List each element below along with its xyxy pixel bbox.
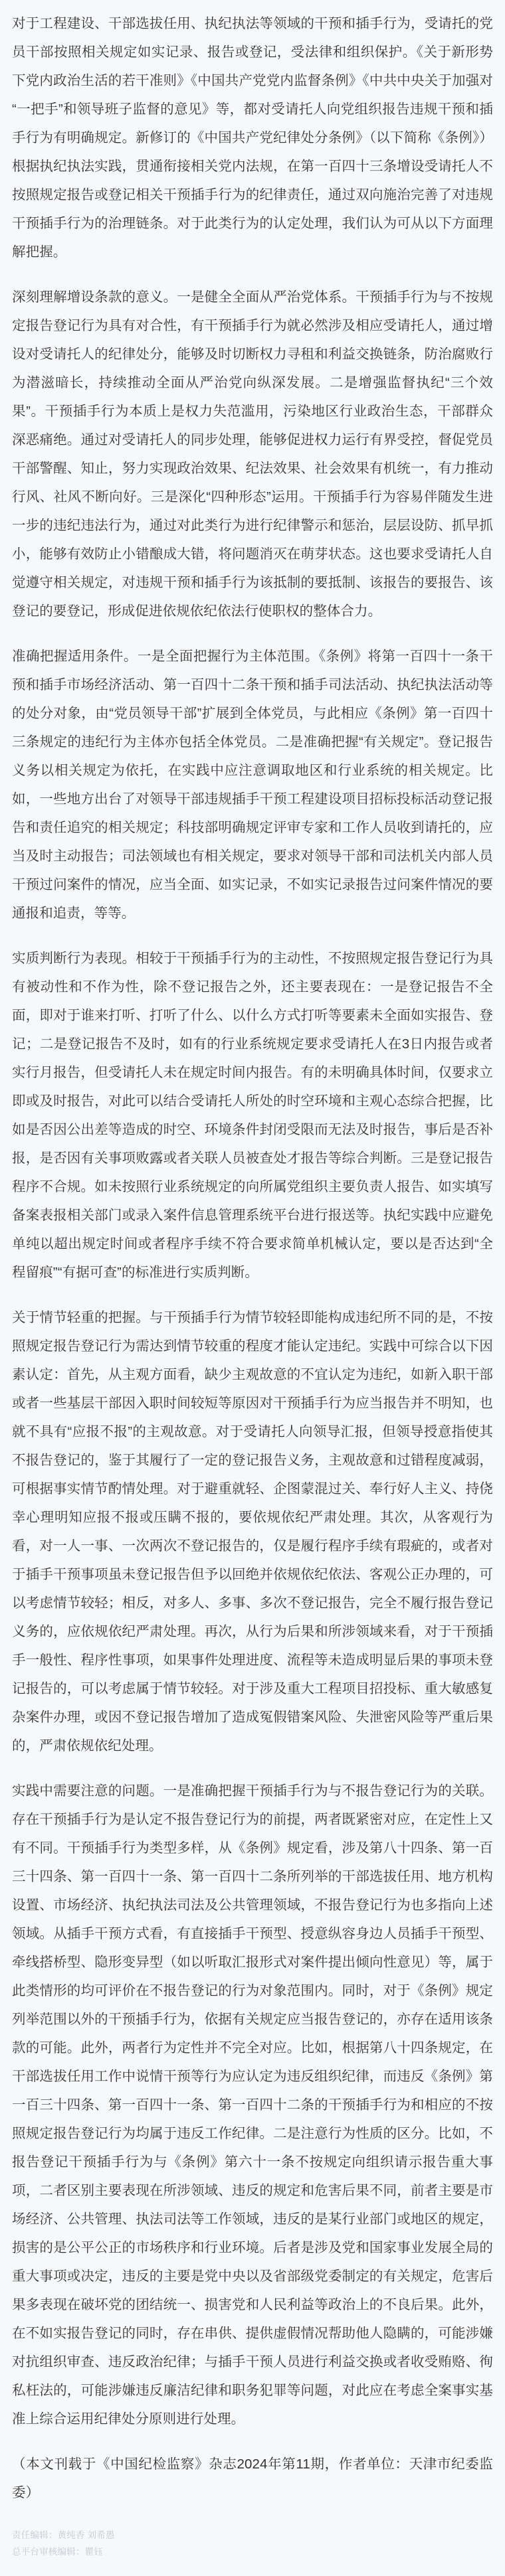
article-body [12,9,493,2576]
article-paragraph: 实质判断行为表现。相较于干预插手行为的主动性，不按照规定报告登记行为具有被动性和不作为性，除不登记报告之外，还主要表现在：一是登记报告不全面，即对于谁来打听、打听了什么、以什么方式打听等要素未全面如实报告、登记；二是登记报告不及时，如有的行业系统规定要求受请托人在3日内报告或者实行月报告，但受请托人未在规定时间内报告。有的未明确具体时间，仅要求立即或及时报告，对此可以结合受请托人所处的时空环境和主观心态综合把握，比如是否因公出差等造成的时空、环境条件封闭受限而无法及时报告，事后是否补报，是否因有关事项败露或者关联人员被查处才报告等综合判断。三是登记报告程序不合规。如未按照行业系统规定的向所属党组织主要负责人报告、如实填写备案表报相关部门或录入案件信息管理系统平台进行报送等。执纪实践中应避免单纯以超出规定时间或者程序手续不符合要求简单机械认定，要以是否达到“全程留痕”“有据可查”的标准进行实质判断。 [12,951,493,1280]
article-paragraph: 准确把握适用条件。一是全面把握行为主体范围。《条例》将第一百四十一条干预和插手市场经济活动、第一百四十二条干预和插手司法活动、执纪执法活动等的处分对象，由“党员领导干部”扩展到全体党员，与此相应《条例》第一百四十三条规定的违纪行为主体亦包括全体党员。二是准确把握“有关规定”。登记报告义务以相关规定为依托，在实践中应注意调取地区和行业系统的相关规定。比如，一些地方出台了对领导干部违规插手干预工程建设项目招标投标活动登记报告和责任追究的相关规定；科技部明确规定评审专家和工作人员收到请托的，应当及时主动报告；司法领域也有相关规定，要求对领导干部和司法机关内部人员干预过问案件的情况，应当全面、如实记录，不如实记录报告过问案件情况的要通报和追责，等等。 [12,649,493,921]
article-paragraph: 关于情节轻重的把握。与干预插手行为情节较轻即能构成违纪所不同的是，不按照规定报告登记行为需达到情节较重的程度才能认定违纪。实践中可综合以下因素认定：首先，从主观方面看，缺少主观故意的不宜认定为违纪，如新入职干部或者一些基层干部因入职时间较短等原因对干预插手行为应当报告并不明知，也就不具有“应报不报”的主观故意。对于受请托人向领导汇报，但领导授意指使其不报告登记的，鉴于其履行了一定的登记报告义务，主观故意和过错程度减弱，可根据事实情节酌情处理。对于避重就轻、企图蒙混过关、奉行好人主义、持侥幸心理明知应报不报或压瞒不报的，要依规依纪严肃处理。其次，从客观行为看，对一人一事、一次两次不登记报告的，仅是履行程序手续有瑕疵的，或者对于插手干预事项虽未登记报告但予以回绝并依规依纪依法、客观公正办理的，可以考虑情节较轻；相反，对多人、多事、多次不登记报告，完全不履行报告登记义务的，应依规依纪严肃处理。再次，从行为后果和所涉领域来看，对于干预插手一般性、程序性事项，如果事件处理进度、流程等未造成明显后果的事项未登记报告的，可以考虑属于情节较轻。对于涉及重大工程项目招投标、重大敏感复杂案件办理，或因不登记报告增加了造成冤假错案风险、失泄密风险等严重后果的，严肃依规依纪处理。 [12,1310,493,1753]
article-paragraph: 实践中需要注意的问题。一是准确把握干预插手行为与不报告登记行为的关联。存在干预插手行为是认定不报告登记行为的前提，两者既紧密对应，在定性上又有不同。干预插手行为类型多样，从《条例》规定看，涉及第八十四条、第一百三十四条、第一百四十一条、第一百四十二条所列举的干部选拔任用、地方机构设置、市场经济、执纪执法司法及公共管理领域，不报告登记行为也多指向上述领域。从插手干预方式看，有直接插手干预型、授意纵容身边人员插手干预型、牵线搭桥型、隐形变异型（如以听取汇报形式对案件提出倾向性意见）等，属于此类情形的均可评价在不报告登记的行为对象范围内。同时，对于《条例》规定列举范围以外的干预插手行为，依据有关规定应当报告登记的，亦存在适用该条款的可能。此外，两者行为定性并不完全对应。比如，根据第八十四条规定，在干部选拔任用工作中说情干预等行为应认定为违反组织纪律，而违反《条例》第一百三十四条、第一百四十一条、第一百四十二条的干预插手行为和相应的不按照规定报告登记行为均属于违反工作纪律。二是注意行为性质的区分。比如，不报告登记干预插手行为与《条例》第六十一条不按规定向组织请示报告重大事项，二者区别主要表现在所涉领域、违反的规定和危害后果不同，前者主要是市场经济、公共管理、执法司法等工作领域，违反的是某行业部门或地区的规定，损害的是公平公正的市场秩序和行业环境。后者是涉及党和国家事业发展全局的重大事项或决定，违反的主要是党中央以及省部级党委制定的有关规定，危害后果多表现在破坏党的团结统一、损害党和人民利益等政治上的不良后果。此外，在不如实报告登记的同时，存在串供、提供虚假情况帮助他人隐瞒的，可能涉嫌对抗组织审查、违反政治纪律；与插手干预人员进行利益交换或者收受贿赂、徇私枉法的，可能涉嫌违反廉洁纪律和职务犯罪等问题，对此应在考虑全案事实基准上综合运用纪律处分原则进行处理。 [12,1783,493,2427]
article-credits [12,2527,493,2576]
platform-review-editor-line: 总平台审核编辑：瞿钰 [12,2547,103,2557]
responsible-editor-line: 责任编辑：黄纯香 刘希愚 [12,2530,115,2540]
article-paragraph: 对于工程建设、干部选拔任用、执纪执法等领域的干预和插手行为，受请托的党员干部按照相关规定如实记录、报告或登记，受法律和组织保护。《关于新形势下党内政治生活的若干准则》《中国共产党党内监督条例》《中共中央关于加强对“一把手”和领导班子监督的意见》等，都对受请托人向党组织报告违规干预和插手行为有明确规定。新修订的《中国共产党纪律处分条例》（以下简称《条例》）根据执纪执法实践，贯通衔接相关党内法规，在第一百四十三条增设受请托人不按照规定报告或登记相关干预插手行为的纪律责任，通过双向施治完善了对违规干预插手行为的治理链条。对于此类行为的认定处理，我们认为可从以下方面理解把握。 [12,16,493,260]
article-source-note: （本文刊载于《中国纪检监察》杂志2024年第11期，作者单位：天津市纪委监委） [12,2456,493,2500]
article-paragraph: 深刻理解增设条款的意义。一是健全全面从严治党体系。干预插手行为与不按规定报告登记行为具有对合性，有干预插手行为就必然涉及相应受请托人，通过增设对受请托人的纪律处分，能够及时切断权力寻租和利益交换链条，防治腐败行为潜滋暗长，持续推动全面从严治党向纵深发展。二是增强监督执纪“三个效果”。干预插手行为本质上是权力失范滥用，污染地区行业政治生态，干部群众深恶痛绝。通过对受请托人的同步处理，能够促进权力运行有界受控，督促党员干部警醒、知止，努力实现政治效果、纪法效果、社会效果有机统一，有力推动行风、社风不断向好。三是深化“四种形态”运用。干预插手行为容易伴随发生进一步的违纪违法行为，通过对此类行为进行纪律警示和惩治，层层设防、抓早抓小，能够有效防止小错酿成大错，将问题消灭在萌芽状态。这也要求受请托人自觉遵守相关规定，对违规干预和插手行为该抵制的要抵制、该报告的要报告、该登记的要登记，形成促进依规依纪依法行使职权的整体合力。 [12,289,493,619]
